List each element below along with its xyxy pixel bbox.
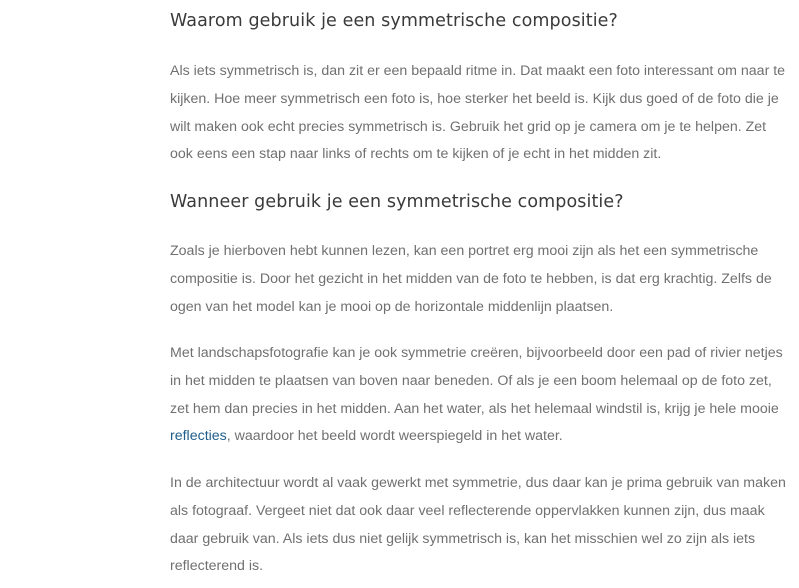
paragraph-architectuur: In de architectuur wordt al vaak gewerkt met symmetrie, dus daar kan je prima gebruik van maken als fotograaf. Vergeet niet dat ook daar veel reflecterende oppervlakken kunnen zijn, dus maak daar gebruik van. Als iets dus niet gelijk symmetrisch is, kan het misschien wel zo zijn als iets reflecterend is. <box>170 475 786 575</box>
paragraph-landschap <box>170 340 790 451</box>
reflecties-link[interactable]: reflecties <box>170 428 227 445</box>
paragraph-landschap-text-end: , waardoor het beeld wordt weerspiegeld in het water. <box>226 428 563 445</box>
paragraph-portret: Zoals je hierboven hebt kunnen lezen, kan een portret erg mooi zijn als het een symmetrische compositie is. Door het gezicht in het midden van de foto te hebben, is dat erg krachtig. Zelfs de ogen van het model kan je mooi op de horizontale middenlijn plaatsen. <box>170 243 772 315</box>
section-heading-waarom: Waarom gebruik je een symmetrische compositie? <box>170 11 618 31</box>
paragraph-landschap-text: Met landschapsfotografie kan je ook symmetrie creëren, bijvoorbeeld door een pad of rivier netjes in het midden te plaatsen van boven naar beneden. Of als je een boom helemaal op de foto zet, zet hem dan precies in het midden. Aan het water, als het helemaal windstil is, krijg je hele mooie <box>170 345 783 417</box>
section-heading-wanneer: Wanneer gebruik je een symmetrische compositie? <box>170 192 624 212</box>
paragraph-waarom: Als iets symmetrisch is, dan zit er een bepaald ritme in. Dat maakt een foto interessant om naar te kijken. Hoe meer symmetrisch een foto is, hoe sterker het beeld is. Kijk dus goed of de foto die je wilt maken ook echt precies symmetrisch is. Gebruik het grid op je camera om je te helpen. Zet ook eens een stap naar links of rechts om te kijken of je echt in het midden zit. <box>170 63 786 163</box>
